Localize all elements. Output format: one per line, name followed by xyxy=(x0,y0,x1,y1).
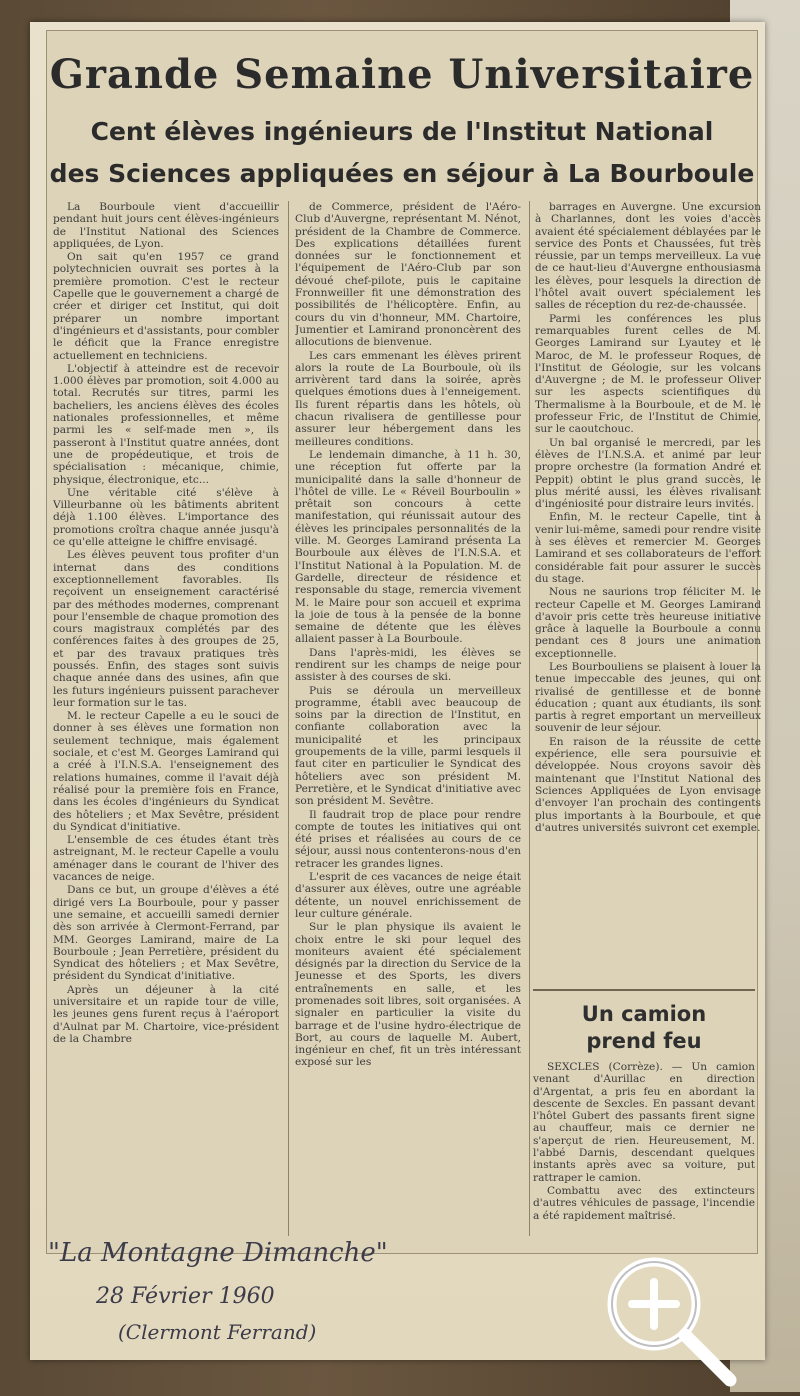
paragraph: Combattu avec des extincteurs d'autres véhicules de passage, l'incendie a été rapidement maîtrisé. xyxy=(533,1184,755,1222)
paragraph: Une véritable cité s'élève à Villeurbanne où les bâtiments abritent déjà 1.100 élèves. L'importance des promotions croîtra chaque année jusqu'à ce qu'elle atteigne le chiffre envisagé. xyxy=(53,486,279,549)
zoom-button[interactable] xyxy=(592,1242,742,1392)
paragraph: Dans ce but, un groupe d'élèves a été dirigé vers La Bourboule, pour y passer une semaine, et accueilli samedi dernier dès son arrivée à Clermont-Ferrand, par MM. Georges Lamirand, maire de La Bourboule ; Jean Perretière, président du Syndicat des hôteliers ; et Max Sevêtre, président du Syndicat d'initiative. xyxy=(53,884,279,983)
paragraph: Un bal organisé le mercredi, par les élèves de l'I.N.S.A. et animé par leur propre orchestre (la formation André et Peppit) obtint le plus grand succès, le plus mérité aussi, les élèves rivalisant d'ingéniosité pour distraire leurs invités. xyxy=(535,436,761,511)
sidebar-title-line-2: prend feu xyxy=(586,1029,702,1053)
paragraph: On sait qu'en 1957 ce grand polytechnicien ouvrait ses portes à la première promotion. C'est le recteur Capelle que le gouvernement a chargé de créer et diriger cet Institut, qui doit préparer un nombre important d'ingénieurs et d'assistants, pour combler le déficit que la France enregistre actuellement en techniciens. xyxy=(53,251,279,362)
sidebar-article xyxy=(533,989,755,1241)
article-column-1 xyxy=(53,201,279,1231)
paragraph: Les élèves peuvent tous profiter d'un internat dans des conditions exceptionnellement favorables. Ils reçoivent un enseignement caractérisé par des méthodes modernes, comprenant pour l'ensemble de chaque promotion des cours magistraux complétés par des conférences faites à des groupes de 25, et par des travaux pratiques très poussés. Enfin, des stages sont suivis chaque année dans des usines, afin que les futurs ingénieurs puissent parachever leur formation sur le tas. xyxy=(53,549,279,709)
paragraph: Nous ne saurions trop féliciter M. le recteur Capelle et M. Georges Lamirand d'avoir pris cette très heureuse initiative grâce à laquelle la Bourboule a connu pendant ces 8 jours une animation exceptionnelle. xyxy=(535,586,761,660)
paragraph: Les cars emmenant les élèves prirent alors la route de La Bourboule, où ils arrivèrent tard dans la soirée, après quelques émotions dues à l'enneigement. Ils furent répartis dans les hôtels, où chacun rivalisera de gentillesse pour assurer leur hébergement dans les meilleures conditions. xyxy=(295,349,521,448)
paragraph: de Commerce, président de l'Aéro-Club d'Auvergne, représentant M. Nénot, président de la Chambre de Commerce. Des explications détaillées furent données sur le fonctionnement et l'équipement de l'Aéro-Club par son dévoué chef-pilote, puis le capitaine Fronnweiller fit une démonstration des possibilités de l'hélicoptère. Enfin, au cours du vin d'honneur, MM. Chartoire, Jumentier et Lamirand prononcèrent des allocutions de bienvenue. xyxy=(295,201,521,349)
article-column-2 xyxy=(295,201,521,1231)
paragraph: En raison de la réussite de cette expérience, elle sera poursuivie et développée. Nous croyons savoir dès maintenant que l'Institut National des Sciences Appliquées de Lyon envisage d'envoyer l'an prochain des contingents plus importants à la Bourboule, et que d'autres universités suivront cet exemple. xyxy=(535,735,761,834)
paragraph: Puis se déroula un merveilleux programme, établi avec beaucoup de soins par la direction de l'Institut, en confiante collaboration avec la municipalité et les principaux groupements de la ville, parmi lesquels il faut citer en particulier le Syndicat des hôteliers avec son président M. Perretière, et le Syndicat d'initiative avec son président M. Sevêtre. xyxy=(295,684,521,808)
handwritten-date: 28 Février 1960 xyxy=(96,1284,275,1309)
article-subtitle-line-1: Cent élèves ingénieurs de l'Institut National xyxy=(90,117,714,146)
paragraph: L'esprit de ces vacances de neige était d'assurer aux élèves, outre une agréable détente, un nouvel enrichissement de leur culture générale. xyxy=(295,871,521,920)
article-column-3 xyxy=(535,201,761,981)
paragraph: Le lendemain dimanche, à 11 h. 30, une réception fut offerte par la municipalité dans la salle d'honneur de l'hôtel de ville. Le « Réveil Bourboulin » prêtait son concours à cette manifestation, qui réunissait autour des élèves les principales personnalités de la ville. M. Georges Lamirand présenta La Bourboule aux élèves de l'I.N.S.A. et l'Institut National à la Population. M. de Gardelle, directeur de résidence et responsable du stage, remercia vivement M. le Maire pour son accueil et exprima la joie de tous à la pensée de la bonne semaine de détente que les élèves allaient passer à La Bourboule. xyxy=(295,448,521,646)
paragraph: barrages en Auvergne. Une excursion à Charlannes, dont les voies d'accès avaient été spécialement déblayées par le service des Ponts et Chaussées, fut très réussie, par un temps merveilleux. La vue de ce haut-lieu d'Auvergne enthousiasma les élèves, pour lesquels la direction de l'hôtel avait ouvert spécialement les salles de réception du rez-de-chaussée. xyxy=(535,201,761,312)
paragraph: M. le recteur Capelle a eu le souci de donner à ses élèves une formation non seulement technique, mais également sociale, et c'est M. Georges Lamirand qui a créé à l'I.N.S.A. l'enseignement des relations humaines, comme il l'avait déjà réalisé pour la première fois en France, dans les écoles d'ingénieurs du Syndicat des hôteliers ; et Max Sevêtre, président du Syndicat d'initiative. xyxy=(53,710,279,833)
paragraph: L'ensemble de ces études étant très astreignant, M. le recteur Capelle a voulu aménager dans le courant de l'hiver des vacances de neige. xyxy=(53,834,279,884)
paragraph: Enfin, M. le recteur Capelle, tint à venir lui-même, samedi pour rendre visite à ses élèves et remercier M. Georges Lamirand et ses collaborateurs de l'effort considérable fait pour assurer le succès du stage. xyxy=(535,511,761,585)
handwritten-source: "La Montagne Dimanche" xyxy=(48,1238,388,1268)
article-title: Grande Semaine Universitaire xyxy=(49,51,755,98)
paragraph: Parmi les conférences les plus remarquables furent celles de M. Georges Lamirand sur Lyautey et le Maroc, de M. le professeur Roques, de l'Institut de Géologie, sur les volcans d'Auvergne ; de M. le professeur Oliver sur les aspects scientifiques du Thermalisme à la Bourboule, et de M. le professeur Fric, de l'Institut de Chimie, sur le caoutchouc. xyxy=(535,312,761,436)
article-subtitle-line-2: des Sciences appliquées en séjour à La Bourboule xyxy=(49,159,755,188)
paragraph: SEXCLES (Corrèze). — Un camion venant d'Aurillac en direction d'Argentat, a pris feu en abordant la descente de Sexcles. En passant devant l'hôtel Gubert des passants firent signe au chauffeur, mais ce dernier ne s'aperçut de rien. Heureusement, M. l'abbé Darnis, descendant quelques instants après avec sa voiture, put rattraper le camion. xyxy=(533,1061,755,1184)
zoom-in-icon xyxy=(592,1242,742,1392)
column-divider xyxy=(288,201,289,1236)
paragraph: Après un déjeuner à la cité universitaire et un rapide tour de ville, les jeunes gens furent reçus à l'aéroport d'Aulnat par M. Chartoire, vice-président de la Chambre xyxy=(53,983,279,1045)
paragraph: Sur le plan physique ils avaient le choix entre le ski pour lequel des moniteurs avaient été spécialement désignés par la direction du Service de la Jeunesse et des Sports, les divers entraînements en salle, et les promenades soit libres, soit organisées. A signaler en particulier la visite du barrage et de l'usine hydro-électrique de Bort, au cours de laquelle M. Aubert, ingénieur en chef, fit un très intéressant exposé sur les xyxy=(295,921,521,1069)
column-divider xyxy=(529,201,530,1236)
paragraph: Les Bourbouliens se plaisent à louer la tenue impeccable des jeunes, qui ont rivalisé de gentillesse et de bonne éducation ; quant aux étudiants, ils sont partis à regret emportant un merveilleux souvenir de leur séjour. xyxy=(535,660,761,735)
newspaper-clipping xyxy=(46,30,761,1254)
sidebar-article-body xyxy=(533,1061,755,1222)
sidebar-article-title xyxy=(533,1001,755,1055)
handwritten-city: (Clermont Ferrand) xyxy=(118,1320,317,1344)
paragraph: Dans l'après-midi, les élèves se rendirent sur les champs de neige pour assister à des courses de ski. xyxy=(295,646,521,684)
paragraph: Il faudrait trop de place pour rendre compte de toutes les initiatives qui ont été prises et réalisées au cours de ce séjour, aussi nous contenterons-nous d'en retracer les grandes lignes. xyxy=(295,808,521,870)
sidebar-title-line-1: Un camion xyxy=(581,1002,707,1026)
paragraph: L'objectif à atteindre est de recevoir 1.000 élèves par promotion, soit 4.000 au total. Recrutés sur titres, parmi les bacheliers, les anciens élèves des écoles nationales professionnelles, et même parmi les « self-made men », ils passeront à l'Institut quatre années, dont une de propédeutique, et trois de spécialisation : mécanique, chimie, physique, électronique, etc... xyxy=(53,362,279,486)
paragraph: La Bourboule vient d'accueillir pendant huit jours cent élèves-ingénieurs de l'Institut National des Sciences appliquées, de Lyon. xyxy=(53,201,279,250)
